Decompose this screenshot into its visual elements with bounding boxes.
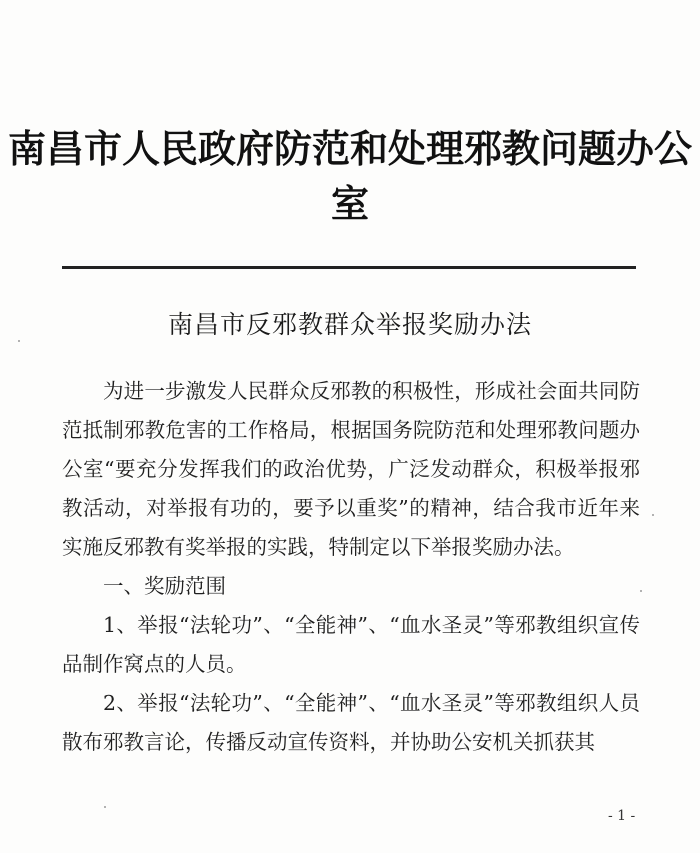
document-body — [62, 372, 640, 762]
list-item: 2、举报“法轮功”、“全能神”、“血水圣灵”等邪教组织人员散布邪教言论，传播反动宣传资料，并协助公安机关抓获其 — [62, 691, 640, 754]
header-divider — [62, 266, 636, 269]
scan-speck — [104, 806, 106, 808]
page-number: - 1 - — [608, 808, 636, 824]
scan-speck — [652, 514, 654, 516]
section-heading-reward-scope: 一、奖励范围 — [103, 574, 226, 598]
scan-speck — [640, 590, 642, 592]
scan-speck — [18, 340, 20, 342]
issuer-header: 南昌市人民政府防范和处理邪教问题办公室 — [7, 126, 692, 226]
list-item: 1、举报“法轮功”、“全能神”、“血水圣灵”等邪教组织宣传品制作窝点的人员。 — [62, 613, 640, 676]
intro-paragraph: 为进一步激发人民群众反邪教的积极性，形成社会面共同防范抵制邪教危害的工作格局，根据国务院防范和处理邪教问题办公室“要充分发挥我们的政治优势，广泛发动群众，积极举报邪教活动，对举报有功的，要予以重奖”的精神，结合我市近年来实施反邪教有奖举报的实践，特制定以下举报奖励办法。 — [62, 379, 640, 559]
document-title: 南昌市反邪教群众举报奖励办法 — [167, 310, 532, 339]
